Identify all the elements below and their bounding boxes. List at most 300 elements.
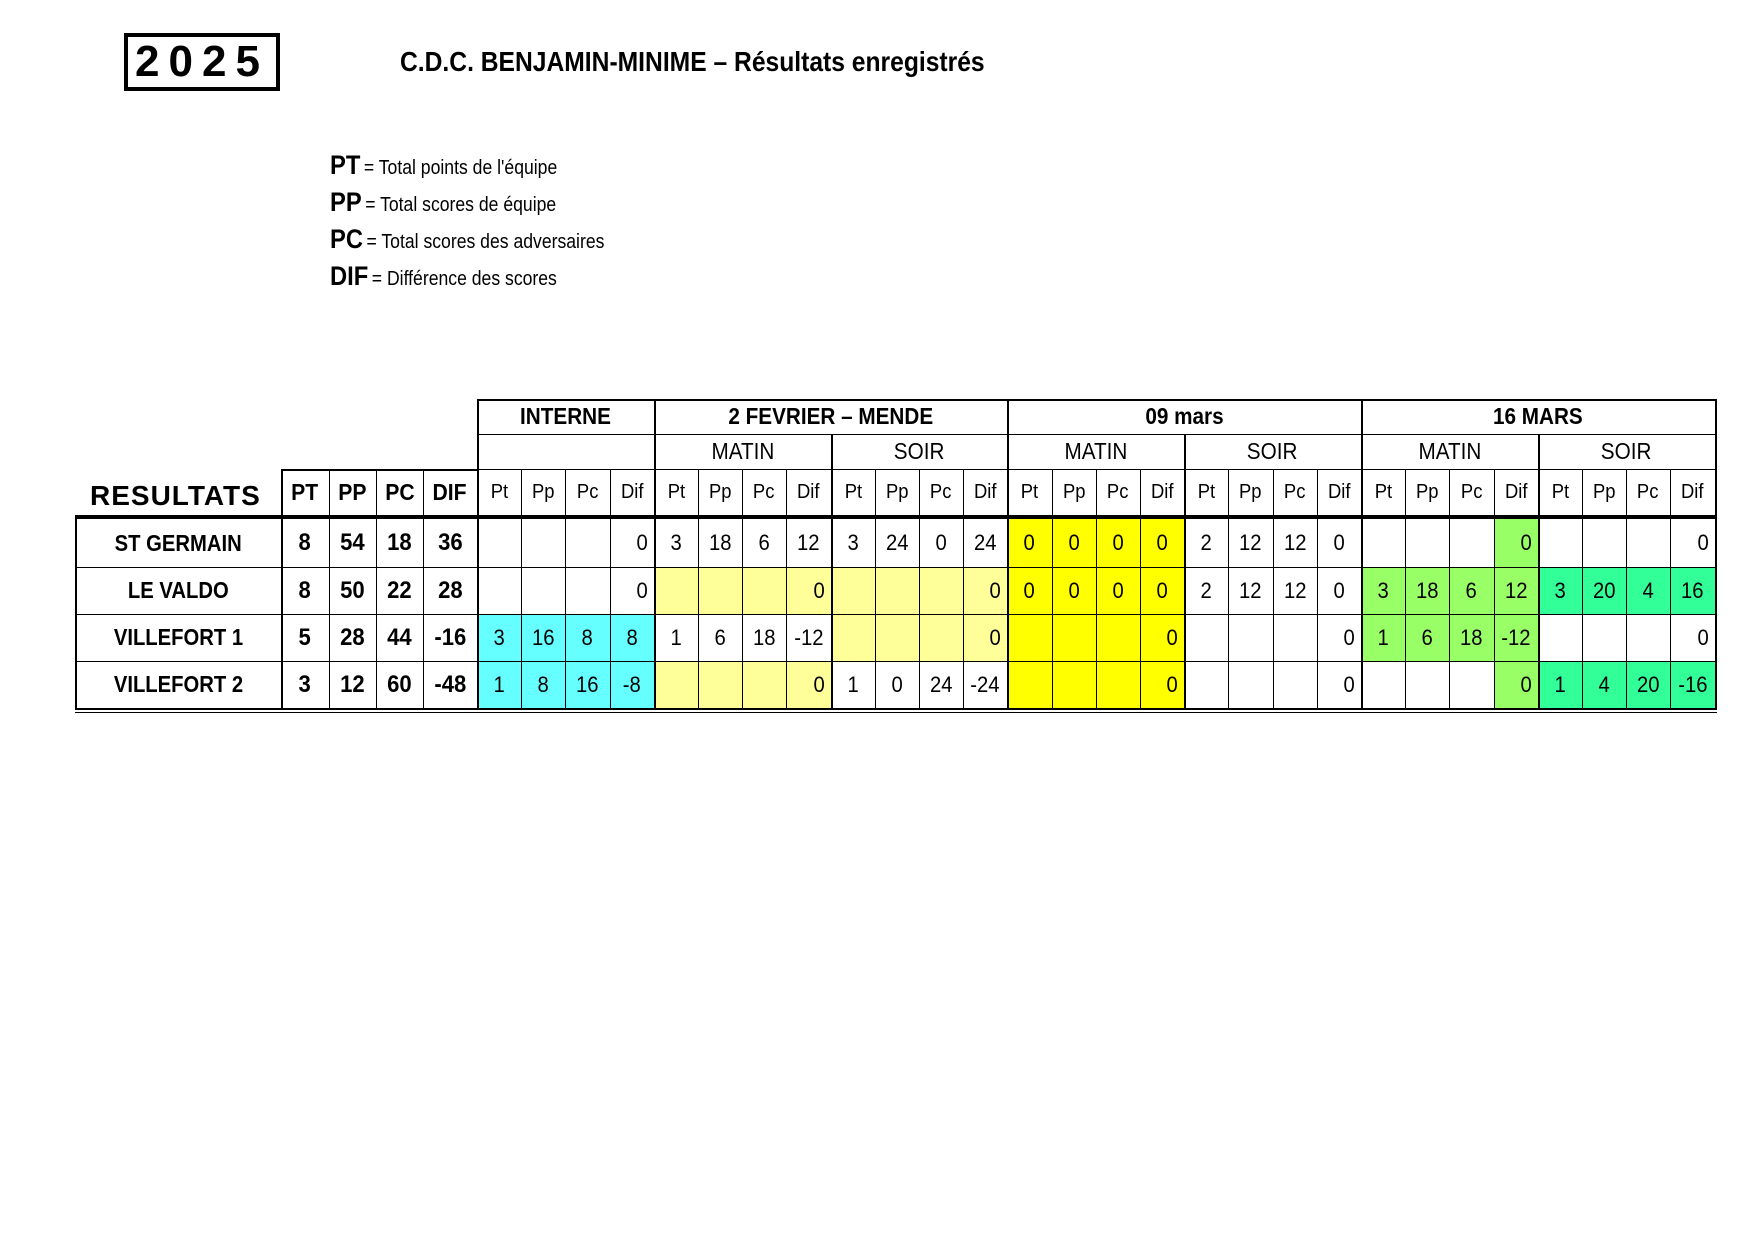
score-cell-text: 12 (1239, 577, 1262, 603)
column-header-text: Pt (1374, 480, 1392, 503)
score-cell-text: 0 (1343, 624, 1355, 650)
grid-line (1184, 434, 1186, 708)
legend-item (330, 187, 604, 224)
score-cell (1007, 567, 1052, 614)
grid-line (1582, 469, 1583, 708)
score-cell (1494, 519, 1538, 567)
legend-abbr: PT (330, 150, 361, 180)
score-cell-text: 3 (493, 624, 505, 650)
score-cell (1449, 567, 1494, 614)
score-cell-text: 18 (752, 624, 776, 650)
score-cell (654, 661, 698, 708)
score-cell (919, 519, 963, 567)
score-cell (1494, 661, 1538, 708)
total-cell (281, 661, 329, 708)
column-header (1052, 469, 1096, 515)
total-cell (329, 614, 376, 661)
score-cell (1538, 567, 1582, 614)
score-cell (831, 614, 875, 661)
score-cell-text: 0 (1697, 530, 1709, 555)
total-cell-text: 5 (298, 623, 312, 651)
legend-abbr: DIF (330, 261, 369, 291)
grid-line (1096, 469, 1097, 708)
score-cell (1538, 614, 1582, 661)
grid-line (477, 399, 479, 434)
total-header (376, 469, 423, 515)
total-cell (329, 519, 376, 567)
column-header-text: Pt (490, 480, 508, 503)
score-cell (1228, 519, 1273, 567)
grid-line (1670, 469, 1671, 708)
column-header (1317, 469, 1361, 515)
legend-item (330, 224, 604, 261)
score-cell-text: 0 (1520, 530, 1532, 555)
score-cell (565, 614, 610, 661)
score-cell (698, 614, 742, 661)
column-header-text: Pc (1637, 480, 1659, 503)
score-cell (1494, 567, 1538, 614)
grid-line (1361, 399, 1363, 434)
score-cell (1670, 567, 1715, 614)
score-cell-text: 1 (1554, 671, 1566, 697)
total-header-text: PP (338, 478, 367, 505)
score-cell (963, 661, 1007, 708)
score-cell-text: 24 (973, 530, 997, 555)
score-cell (963, 614, 1007, 661)
column-header-text: Pt (1197, 480, 1215, 503)
column-header-text: Dif (797, 480, 820, 503)
score-cell (1361, 661, 1405, 708)
score-cell (1140, 567, 1184, 614)
column-header-text: Pp (531, 480, 555, 503)
score-cell (1405, 519, 1449, 567)
score-cell (1626, 614, 1670, 661)
score-cell-text: 1 (493, 671, 505, 697)
grid-line (786, 469, 787, 708)
score-cell (875, 519, 919, 567)
score-cell (742, 519, 786, 567)
score-cell (1140, 661, 1184, 708)
grid-line (1494, 469, 1495, 708)
score-cell (521, 661, 565, 708)
legend (330, 150, 642, 298)
legend-abbr: PP (330, 187, 362, 217)
total-cell (423, 567, 477, 614)
score-cell-text: 12 (1283, 530, 1307, 555)
total-cell (423, 661, 477, 708)
score-cell-text: 12 (1504, 577, 1528, 603)
score-cell-text: 1 (847, 671, 859, 697)
grid-line (1538, 434, 1540, 708)
score-cell-text: 6 (1421, 624, 1433, 650)
score-cell-text: 0 (935, 530, 947, 555)
grid-line (75, 518, 1717, 519)
score-cell-text: 0 (1156, 577, 1168, 603)
score-cell (1582, 567, 1626, 614)
total-cell-text: 54 (340, 529, 365, 556)
grid-line (281, 469, 283, 708)
score-cell (610, 661, 654, 708)
score-cell (1184, 519, 1228, 567)
score-cell (1052, 661, 1096, 708)
score-cell-text: 0 (1068, 577, 1080, 603)
score-cell-text: 16 (576, 671, 599, 697)
score-cell (1228, 661, 1273, 708)
column-header-text: Pc (930, 480, 952, 503)
total-header-text: PT (291, 478, 319, 505)
column-header-text: Pp (708, 480, 732, 503)
score-cell (1317, 567, 1361, 614)
total-header (329, 469, 376, 515)
column-header (565, 469, 610, 515)
column-header-text: Dif (1681, 480, 1704, 503)
score-cell-text: -12 (1501, 624, 1531, 650)
score-cell-text: 0 (1343, 671, 1355, 697)
grid-line (831, 434, 833, 708)
score-cell-text: 0 (813, 671, 825, 697)
score-cell (875, 661, 919, 708)
score-cell-text: 0 (636, 530, 648, 555)
score-cell (1405, 614, 1449, 661)
grid-line (1007, 434, 1009, 708)
score-cell (786, 567, 831, 614)
score-cell (1273, 614, 1317, 661)
score-cell-text: 4 (1598, 671, 1610, 697)
score-cell (1052, 519, 1096, 567)
event-header (1361, 399, 1715, 434)
column-header (1184, 469, 1228, 515)
grid-line (565, 469, 566, 708)
column-header-text: Pc (1460, 480, 1483, 503)
score-cell (1007, 661, 1052, 708)
grid-line (477, 399, 1717, 401)
score-cell (1096, 614, 1140, 661)
total-cell (376, 614, 423, 661)
total-cell-text: 28 (437, 576, 463, 604)
column-header-text: Pc (1107, 480, 1129, 503)
column-header (1449, 469, 1494, 515)
score-cell-text: 0 (989, 624, 1001, 650)
score-cell-text: 12 (1239, 530, 1262, 555)
score-cell-text: 6 (758, 530, 770, 555)
column-header (742, 469, 786, 515)
column-header (1273, 469, 1317, 515)
column-header (1582, 469, 1626, 515)
column-header (477, 469, 521, 515)
team-name-text: VILLEFORT 1 (113, 624, 243, 650)
team-name (75, 567, 281, 614)
total-cell-text: 60 (387, 670, 412, 698)
session-header-text: MATIN (1418, 438, 1481, 464)
score-cell (610, 519, 654, 567)
score-cell (742, 661, 786, 708)
score-cell-text: 0 (1023, 530, 1036, 555)
event-header-text: INTERNE (520, 403, 611, 429)
grid-line (1228, 469, 1229, 708)
score-cell-text: 0 (813, 577, 825, 603)
session-header (831, 434, 1007, 469)
score-cell (521, 519, 565, 567)
score-cell (786, 519, 831, 567)
score-cell (1626, 519, 1670, 567)
total-cell-text: 44 (387, 623, 412, 651)
score-cell-text: 0 (1333, 530, 1345, 555)
score-cell (698, 661, 742, 708)
total-cell (329, 567, 376, 614)
score-cell-text: 0 (1333, 577, 1345, 603)
grid-line (1007, 399, 1009, 434)
column-header-text: Pc (753, 480, 775, 503)
score-cell (565, 519, 610, 567)
column-header-text: Dif (1504, 480, 1528, 503)
column-header-text: Pp (885, 480, 909, 503)
score-cell (1361, 519, 1405, 567)
score-cell (1582, 519, 1626, 567)
team-name-text: LE VALDO (127, 577, 229, 603)
score-cell-text: 0 (1112, 530, 1124, 555)
grid-line (698, 469, 699, 708)
score-cell-text: 3 (1377, 577, 1389, 603)
event-header (654, 399, 1007, 434)
column-header (1140, 469, 1184, 515)
score-cell-text: 0 (1697, 624, 1709, 650)
score-cell-text: 0 (1023, 577, 1036, 603)
grid-line (610, 469, 611, 708)
session-header-text: MATIN (1064, 438, 1127, 464)
legend-text: = Total points de l'équipe (363, 157, 558, 179)
score-cell (1096, 567, 1140, 614)
page-title: C.D.C. BENJAMIN-MINIME – Résultats enregistrés (400, 46, 985, 77)
team-name (75, 614, 281, 661)
score-cell (1317, 661, 1361, 708)
score-cell (477, 661, 521, 708)
column-header (610, 469, 654, 515)
score-cell-text: -8 (623, 671, 641, 697)
grid-line (477, 434, 1715, 435)
score-cell (654, 567, 698, 614)
score-cell-text: 20 (1592, 577, 1616, 603)
grid-line (75, 567, 1715, 568)
legend-abbr: PC (330, 224, 364, 254)
score-cell-text: -12 (793, 624, 824, 650)
score-cell (521, 567, 565, 614)
score-cell (919, 567, 963, 614)
column-header (1361, 469, 1405, 515)
score-cell (1361, 567, 1405, 614)
total-cell-text: 12 (340, 670, 365, 698)
score-cell (521, 614, 565, 661)
total-header (281, 469, 329, 515)
score-cell (1582, 614, 1626, 661)
score-cell-text: 12 (797, 530, 820, 555)
score-cell-text: 0 (1112, 577, 1124, 603)
session-header (1184, 434, 1361, 469)
grid-line (423, 469, 424, 708)
year-box: 2025 (124, 33, 280, 91)
score-cell-text: 0 (1166, 671, 1178, 697)
grid-line (1140, 469, 1141, 708)
column-header (1670, 469, 1715, 515)
grid-line (1626, 469, 1627, 708)
session-header-text: SOIR (1601, 438, 1652, 464)
score-cell (654, 614, 698, 661)
grid-line (75, 712, 1717, 713)
score-cell (1317, 519, 1361, 567)
score-cell-text: 16 (531, 624, 555, 650)
score-cell-text: 2 (1200, 577, 1212, 603)
total-cell (423, 614, 477, 661)
score-cell-text: 0 (1166, 624, 1178, 650)
score-cell-text: 8 (537, 671, 549, 697)
column-header-text: Pp (1062, 480, 1086, 503)
event-header (477, 399, 654, 434)
column-header (1228, 469, 1273, 515)
total-header-text: DIF (432, 478, 468, 505)
column-header-text: Dif (620, 480, 644, 503)
score-cell-text: -24 (970, 671, 1000, 697)
score-cell (1582, 661, 1626, 708)
total-cell-text: 8 (298, 529, 312, 556)
score-cell (1405, 567, 1449, 614)
score-cell (654, 519, 698, 567)
score-cell-text: 2 (1200, 530, 1212, 555)
score-cell (1096, 661, 1140, 708)
score-cell (1273, 567, 1317, 614)
grid-line (742, 469, 743, 708)
event-header-text: 09 mars (1144, 403, 1224, 429)
legend-item (330, 261, 604, 298)
score-cell (1052, 567, 1096, 614)
score-cell-text: 6 (1465, 577, 1478, 603)
score-cell (610, 614, 654, 661)
score-cell-text: 0 (1520, 671, 1532, 697)
total-cell (376, 567, 423, 614)
score-cell (786, 661, 831, 708)
column-header-text: Pc (576, 480, 599, 503)
column-header-text: Dif (1327, 480, 1351, 503)
score-cell-text: 16 (1681, 577, 1704, 603)
score-cell (1449, 614, 1494, 661)
team-name-text: ST GERMAIN (114, 529, 242, 556)
total-cell (281, 567, 329, 614)
column-header (1494, 469, 1538, 515)
total-cell (281, 614, 329, 661)
total-cell-text: 18 (387, 529, 412, 556)
column-header-text: Pt (1020, 480, 1039, 503)
score-cell (1273, 661, 1317, 708)
column-header (963, 469, 1007, 515)
score-cell-text: 0 (1068, 530, 1080, 555)
score-cell-text: 0 (989, 577, 1001, 603)
column-header-text: Pp (1415, 480, 1439, 503)
score-cell (875, 614, 919, 661)
grid-line (1273, 469, 1274, 708)
score-cell (963, 567, 1007, 614)
session-header-text: SOIR (893, 438, 945, 464)
score-cell (1670, 614, 1715, 661)
column-header (654, 469, 698, 515)
score-cell (1670, 519, 1715, 567)
score-cell (1007, 519, 1052, 567)
score-cell-text: 12 (1283, 577, 1307, 603)
column-header-text: Pt (844, 480, 862, 503)
score-cell (1052, 614, 1096, 661)
grid-line (1317, 469, 1318, 708)
total-cell-text: -48 (434, 670, 466, 698)
session-header (477, 434, 654, 469)
session-header (654, 434, 831, 469)
score-cell (565, 661, 610, 708)
score-cell (831, 519, 875, 567)
legend-item (330, 150, 604, 187)
total-cell (376, 519, 423, 567)
column-header (919, 469, 963, 515)
grid-line (919, 469, 920, 708)
grid-line (875, 469, 876, 708)
score-cell (1228, 614, 1273, 661)
score-cell (1273, 519, 1317, 567)
column-header-text: Dif (973, 480, 997, 503)
grid-line (75, 614, 1715, 615)
column-header (831, 469, 875, 515)
score-cell-text: 18 (1460, 624, 1483, 650)
score-cell (786, 614, 831, 661)
session-header-text: SOIR (1247, 438, 1298, 464)
score-cell-text: 0 (636, 577, 648, 603)
grid-line (654, 399, 656, 434)
grid-line (75, 661, 1715, 662)
score-cell (1626, 567, 1670, 614)
grid-line (1052, 469, 1053, 708)
results-title: RESULTATS (90, 480, 261, 511)
score-cell (477, 614, 521, 661)
score-cell (1449, 661, 1494, 708)
total-cell (281, 519, 329, 567)
score-cell (1228, 567, 1273, 614)
score-cell-text: 18 (1415, 577, 1439, 603)
score-cell (1317, 614, 1361, 661)
event-header (1007, 399, 1361, 434)
column-header-text: Pp (1239, 480, 1262, 503)
score-cell-text: -16 (1677, 671, 1708, 697)
score-cell (1361, 614, 1405, 661)
score-cell (477, 567, 521, 614)
score-cell-text: 24 (929, 671, 953, 697)
session-header (1007, 434, 1184, 469)
score-cell (698, 519, 742, 567)
column-header (521, 469, 565, 515)
total-cell (423, 519, 477, 567)
event-header-text: 2 FEVRIER – MENDE (728, 403, 933, 429)
grid-line (654, 434, 656, 708)
total-cell-text: 22 (387, 576, 412, 604)
column-header (875, 469, 919, 515)
team-name (75, 519, 281, 567)
score-cell (1626, 661, 1670, 708)
team-name-text: VILLEFORT 2 (113, 671, 243, 697)
total-cell (329, 661, 376, 708)
column-header-text: Pt (1551, 480, 1569, 503)
score-cell-text: 20 (1636, 671, 1660, 697)
grid-line (963, 469, 964, 708)
grid-line (477, 434, 479, 708)
score-cell (477, 519, 521, 567)
score-cell (919, 661, 963, 708)
score-cell-text: 8 (626, 624, 638, 650)
grid-line (1715, 399, 1717, 434)
column-header-text: Pp (1592, 480, 1616, 503)
score-cell (1494, 614, 1538, 661)
